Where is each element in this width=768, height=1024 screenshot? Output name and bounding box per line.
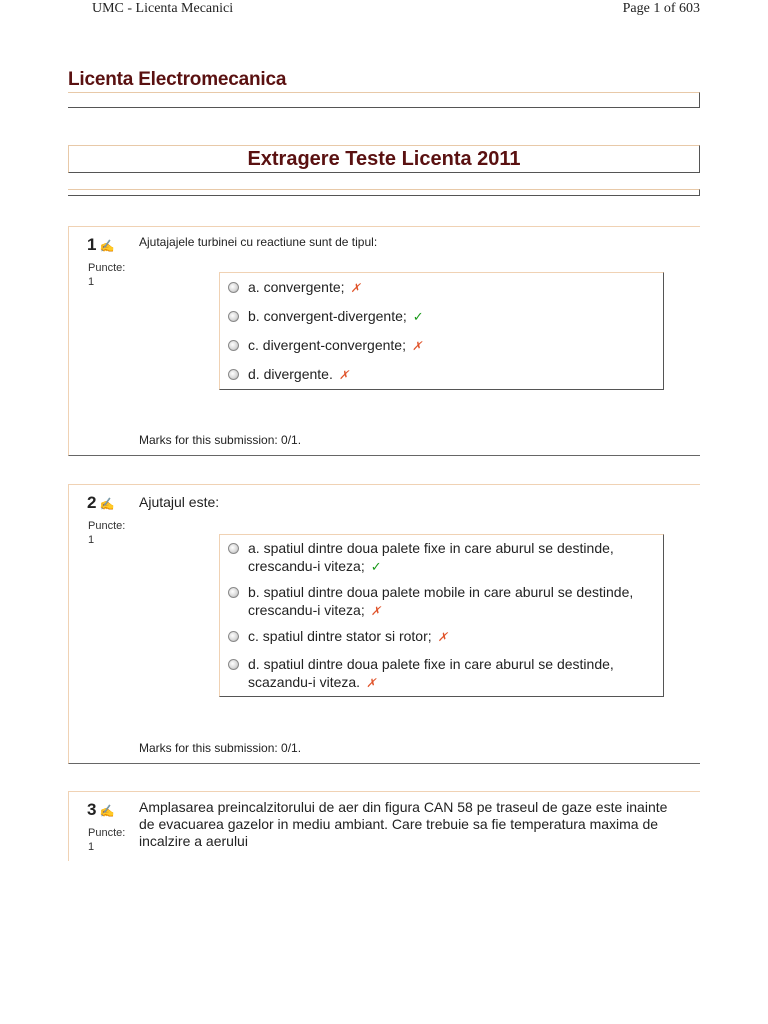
cross-icon: ✗ (350, 281, 361, 295)
question-3 (68, 791, 700, 861)
points-info (88, 826, 125, 854)
question-text: Ajutajul este: (139, 494, 220, 510)
answer-text: b. convergent-divergente; (248, 308, 407, 324)
question-text: Ajutajajele turbinei cu reactiune sunt de tipul: (139, 235, 378, 249)
page-heading: Extragere Teste Licenta 2011 (247, 148, 521, 170)
submission-marks: Marks for this submission: 0/1. (139, 741, 302, 755)
radio-button[interactable] (228, 282, 239, 293)
page-heading-box (68, 145, 700, 173)
radio-button[interactable] (228, 659, 239, 670)
points-value: 1 (88, 276, 95, 288)
answer-text: a. spatiul dintre doua palete fixe in care aburul se destinde, crescandu-i viteza; (248, 540, 614, 574)
radio-button[interactable] (228, 369, 239, 380)
radio-button[interactable] (228, 543, 239, 554)
answer-box (219, 534, 664, 697)
title-bar-divider (68, 92, 700, 108)
answer-text: c. divergent-convergente; (248, 337, 406, 353)
question-text: Amplasarea preincalzitorului de aer din figura CAN 58 pe traseul de gaze este inainte de evacuarea gazelor in mediu ambiant. Care trebuie sa fie temperatura maxima de incalzire a aerului (139, 799, 668, 849)
answer-text: d. divergente. (248, 366, 333, 382)
pencil-edit-icon[interactable]: ✍ (99, 239, 115, 253)
cross-icon: ✗ (366, 676, 377, 690)
radio-button[interactable] (228, 311, 239, 322)
print-header (0, 0, 768, 20)
answer-text: d. spatiul dintre doua palete fixe in care aburul se destinde, scazandu-i viteza. (248, 656, 614, 690)
checkmark-icon: ✓ (370, 559, 382, 574)
points-info (88, 519, 125, 547)
points-value: 1 (88, 841, 95, 853)
question-number: 2 ✍ (87, 493, 115, 512)
answer-text: a. convergente; (248, 279, 345, 295)
radio-button[interactable] (228, 631, 239, 642)
heading-divider (68, 189, 700, 196)
cross-icon: ✗ (338, 368, 349, 382)
pencil-edit-icon[interactable]: ✍ (99, 497, 115, 511)
site-title[interactable]: Licenta Electromecanica (68, 69, 287, 90)
print-header-title: UMC - Licenta Mecanici (92, 1, 234, 16)
question-1 (68, 226, 700, 456)
points-label: Puncte: (88, 262, 126, 274)
cross-icon: ✗ (370, 604, 381, 618)
cross-icon: ✗ (411, 339, 423, 353)
points-label: Puncte: (88, 827, 126, 839)
points-value: 1 (88, 534, 95, 546)
cross-icon: ✗ (437, 630, 448, 644)
submission-marks: Marks for this submission: 0/1. (139, 433, 302, 447)
radio-button[interactable] (228, 587, 239, 598)
question-number: 3 ✍ (87, 800, 115, 819)
answer-box (219, 272, 664, 390)
points-label: Puncte: (88, 520, 126, 532)
points-info (88, 261, 125, 289)
checkmark-icon: ✓ (412, 309, 424, 324)
question-number: 1 ✍ (87, 235, 115, 254)
answer-text: b. spatiul dintre doua palete mobile in care aburul se destinde, crescandu-i viteza; (248, 584, 634, 618)
pencil-edit-icon[interactable]: ✍ (99, 804, 115, 818)
page-counter: Page 1 of 603 (622, 1, 700, 16)
answer-text: c. spatiul dintre stator si rotor; (248, 628, 432, 644)
radio-button[interactable] (228, 340, 239, 351)
question-2 (68, 484, 700, 764)
